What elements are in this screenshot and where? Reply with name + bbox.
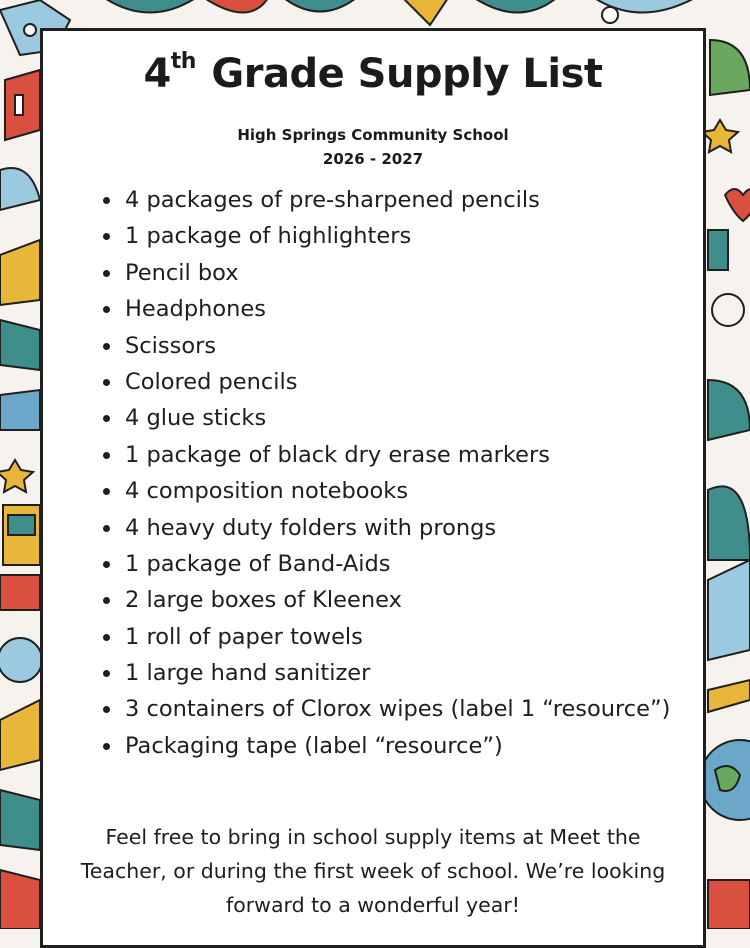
closing-note: Feel free to bring in school supply items at Meet the Teacher, or during the first week of school. We’re looking forward to a wonderful year! bbox=[80, 824, 666, 917]
supply-item: 4 composition notebooks bbox=[103, 473, 670, 509]
supply-item: 1 package of Band-Aids bbox=[103, 546, 670, 582]
supply-item: 1 large hand sanitizer bbox=[103, 655, 670, 691]
supply-item: Pencil box bbox=[103, 255, 670, 291]
supply-item: 1 roll of paper towels bbox=[103, 619, 670, 655]
title-ordinal-number: 4 bbox=[143, 51, 171, 97]
supply-list-card bbox=[40, 28, 706, 948]
supply-item: 1 package of black dry erase markers bbox=[103, 437, 670, 473]
beaker-doodle-top bbox=[100, 0, 700, 25]
supply-item: 2 large boxes of Kleenex bbox=[103, 582, 670, 618]
title-text: Grade Supply List bbox=[211, 51, 603, 97]
supply-item: 4 packages of pre-sharpened pencils bbox=[103, 182, 670, 218]
supply-list bbox=[103, 182, 670, 764]
supply-item: 4 heavy duty folders with prongs bbox=[103, 510, 670, 546]
supply-item: Headphones bbox=[103, 291, 670, 327]
supply-item: 4 glue sticks bbox=[103, 400, 670, 436]
left-side-doodles bbox=[0, 70, 42, 929]
supply-item: Packaging tape (label “resource”) bbox=[103, 728, 670, 764]
title-ordinal-suffix: th bbox=[170, 49, 196, 74]
supply-item: 3 containers of Clorox wipes (label 1 “resource”) bbox=[103, 691, 670, 727]
school-year: 2026 - 2027 bbox=[322, 150, 424, 168]
supply-item: 1 package of highlighters bbox=[103, 218, 670, 254]
page-title bbox=[43, 51, 703, 97]
supply-item: Colored pencils bbox=[103, 364, 670, 400]
school-info bbox=[43, 123, 703, 171]
supply-item: Scissors bbox=[103, 328, 670, 364]
right-side-doodles bbox=[700, 40, 750, 929]
school-name: High Springs Community School bbox=[237, 126, 509, 144]
